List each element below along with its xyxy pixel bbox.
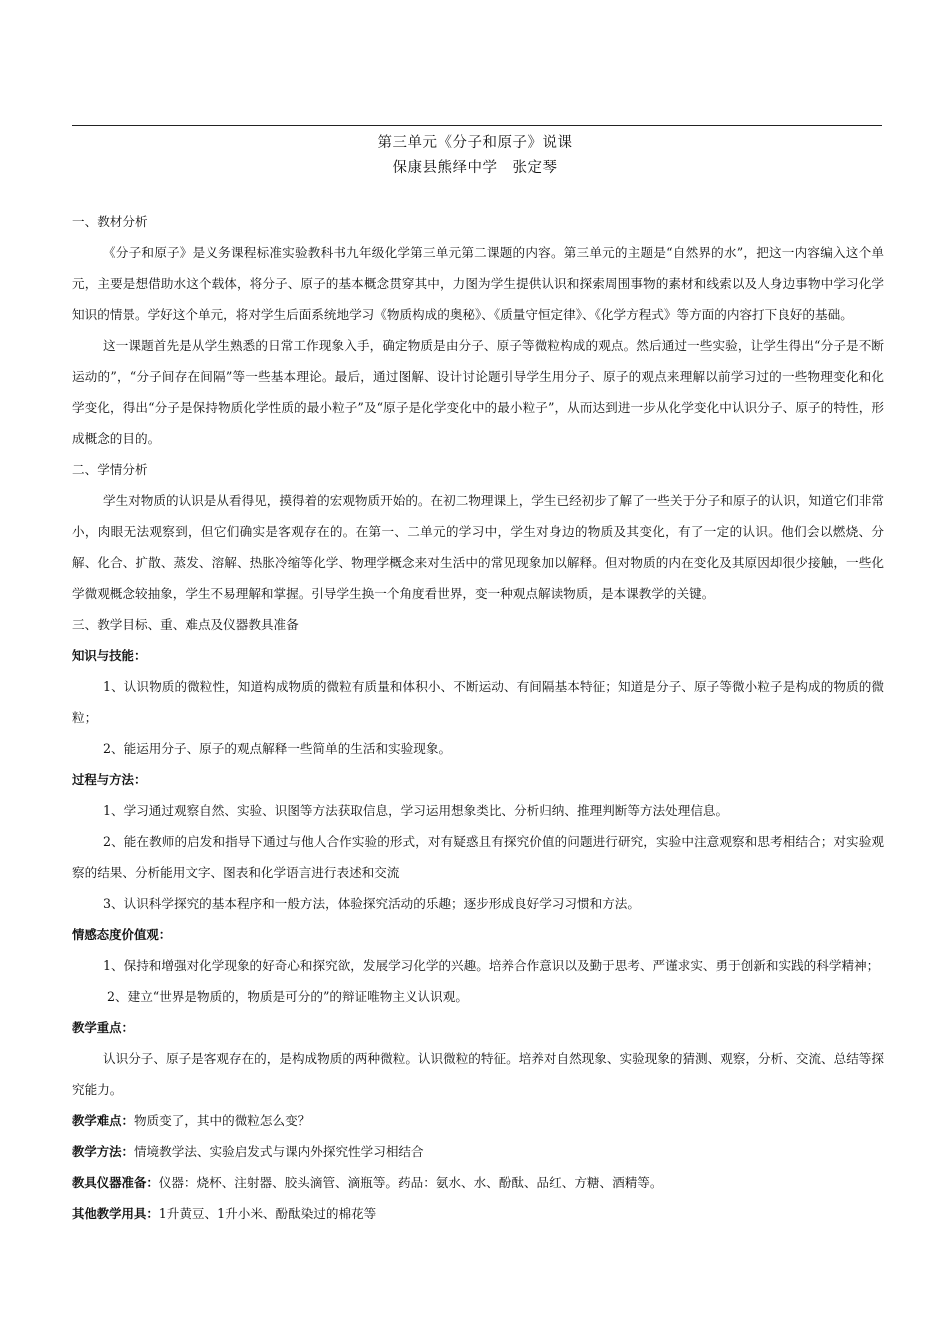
method-label: 教学方法：: [72, 1144, 134, 1159]
emotion-item-1: 1、保持和增强对化学现象的好奇心和探究欲，发展学习化学的兴趣。培养合作意识以及勤于思考、严谨求实、勇于创新和实践的科学精神；: [103, 958, 880, 973]
section-heading-student-analysis: 二、学情分析: [72, 462, 148, 477]
other-tools-text: 1升黄豆、1升小米、酚酞染过的棉花等: [158, 1206, 377, 1221]
other-tools-label: 其他教学用具：: [72, 1206, 159, 1221]
paragraph-material-1: 《分子和原子》是义务课程标准实验教科书九年级化学第三单元第二课题的内容。第三单元的主题是“自然界的水”，把这一内容编入这个单元，主要是想借助水这个载体，将分子、原子的基本概念贯穿其中，力图为学生提供认识和探索周围事物的素材和线索以及人身边事物中学习化学知识的情景。学好这个单元，将对学生后面系统地学习《物质构成的奥秘》、《质量守恒定律》、《化学方程式》等方面的内容打下良好的基础。: [72, 245, 884, 322]
document-body: [72, 206, 884, 1229]
other-tools-line: [72, 1198, 884, 1229]
document-author: 保康县熊绎中学 张定琴: [392, 160, 558, 176]
equipment-label: 教具仪器准备：: [72, 1175, 159, 1190]
method-text: 情境教学法、实验启发式与课内外探究性学习相结合: [133, 1144, 424, 1159]
knowledge-item-1: 1、认识物质的微粒性，知道构成物质的微粒有质量和体积小、不断运动、有间隔基本特征；知道是分子、原子等微小粒子是构成的物质的微粒；: [72, 679, 884, 725]
document-title: 第三单元《分子和原子》说课: [377, 135, 573, 151]
header-rule: [72, 125, 882, 126]
subheading-emotion: 情感态度价值观：: [72, 927, 172, 942]
paragraph-material-2: 这一课题首先是从学生熟悉的日常工作现象入手，确定物质是由分子、原子等微粒构成的观点。然后通过一些实验，让学生得出“分子是不断运动的”，“分子间存在间隔”等一些基本理论。最后，通过图解、设计讨论题引导学生用分子、原子的观点来理解以前学习过的一些物理变化和化学变化，得出“分子是保持物质化学性质的最小粒子”及“原子是化学变化中的最小粒子”，从而达到进一步从化学变化中认识分子、原子的特性，形成概念的目的。: [72, 338, 884, 446]
process-item-1: 1、学习通过观察自然、实验、识图等方法获取信息，学习运用想象类比、分析归纳、推理判断等方法处理信息。: [103, 803, 729, 818]
difficulty-label: 教学难点：: [72, 1113, 134, 1128]
subheading-knowledge: 知识与技能：: [72, 648, 147, 663]
difficulty-line: [72, 1105, 884, 1136]
section-heading-material-analysis: 一、教材分析: [72, 214, 148, 229]
subheading-process: 过程与方法：: [72, 772, 147, 787]
section-heading-objectives: 三、教学目标、重、难点及仪器教具准备: [72, 617, 299, 632]
focus-text: 认识分子、原子是客观存在的，是构成物质的两种微粒。认识微粒的特征。培养对自然现象、实验现象的猜测、观察，分析、交流、总结等探究能力。: [72, 1051, 884, 1097]
equipment-text: 仪器：烧杯、注射器、胶头滴管、滴瓶等。药品：氨水、水、酚酞、品红、方糖、酒精等。: [158, 1175, 663, 1190]
knowledge-item-2: 2、能运用分子、原子的观点解释一些简单的生活和实验现象。: [103, 741, 452, 756]
difficulty-text: 物质变了，其中的微粒怎么变？: [133, 1113, 311, 1128]
process-item-2: 2、能在教师的启发和指导下通过与他人合作实验的形式，对有疑惑且有探究价值的问题进行研究，实验中注意观察和思考相结合；对实验观察的结果、分析能用文字、图表和化学语言进行表述和交流: [72, 834, 884, 880]
paragraph-student-analysis: 学生对物质的认识是从看得见，摸得着的宏观物质开始的。在初二物理课上，学生已经初步了解了一些关于分子和原子的认识，知道它们非常小，肉眼无法观察到，但它们确实是客观存在的。在第一、二单元的学习中，学生对身边的物质及其变化，有了一定的认识。他们会以燃烧、分解、化合、扩散、蒸发、溶解、热胀冷缩等化学、物理学概念来对生活中的常见现象加以解释。但对物质的内在变化及其原因却很少接触，一些化学微观概念较抽象，学生不易理解和掌握。引导学生换一个角度看世界，变一种观点解读物质，是本课教学的关键。: [72, 493, 884, 601]
subheading-focus: 教学重点：: [72, 1020, 134, 1035]
method-line: [72, 1136, 884, 1167]
process-item-3: 3、认识科学探究的基本程序和一般方法，体验探究活动的乐趣；逐步形成良好学习习惯和方法。: [103, 896, 640, 911]
equipment-line: [72, 1167, 884, 1198]
emotion-item-2: 2、建立“世界是物质的，物质是可分的”的辩证唯物主义认识观。: [107, 989, 468, 1004]
